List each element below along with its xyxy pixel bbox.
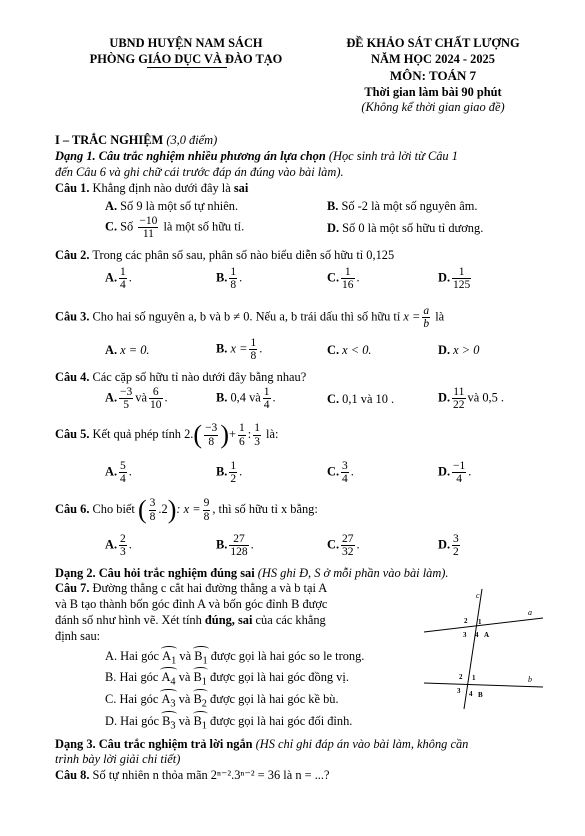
q4-option-a: A. $\frac{-3}{5}$ và $\frac{6}{10}$ . bbox=[105, 386, 168, 412]
geometry-figure bbox=[420, 585, 545, 710]
q7-statement-c: C. Hai góc $A_3$ và $B_2$ được gọi là hai góc kề bù. bbox=[105, 692, 339, 710]
q2-option-d: D. $\frac{1}{125}$ bbox=[438, 266, 471, 292]
q2-text: Trong các phân số sau, phân số nào biểu diễn số hữu tỉ 0,125 bbox=[92, 248, 395, 262]
q1-b-text: Số -2 là một số nguyên âm. bbox=[341, 199, 478, 213]
label-A2: 2 bbox=[464, 617, 468, 625]
angle-A1: $A_1$ bbox=[162, 649, 177, 667]
q1-c-pre: Số bbox=[120, 219, 134, 234]
q8-expression: 2ⁿ⁻².3ⁿ⁻² = 36 bbox=[210, 768, 281, 782]
q3-option-d: D. x > 0 bbox=[438, 343, 480, 357]
label-A1: 1 bbox=[478, 618, 482, 626]
q2-option-b: B. $\frac{1}{8}$ . bbox=[216, 266, 243, 292]
q1-c-fraction bbox=[138, 215, 158, 240]
section-title bbox=[55, 133, 217, 149]
header-org-line1: UBND HUYỆN NAM SÁCH bbox=[109, 36, 263, 50]
q8-label: Câu 8. bbox=[55, 768, 90, 782]
question-6: Câu 6. Cho biết ( $\frac{3}{8}$ .2): x = $\frac{9}{8}$ , thì số hữu tỉ x bằng: bbox=[55, 495, 318, 524]
angle-B2: $B_2$ bbox=[193, 692, 207, 710]
q4-text: Các cặp số hữu tỉ nào dưới đây bằng nhau? bbox=[92, 370, 307, 384]
angle-B3: $B_3$ bbox=[162, 714, 176, 732]
q1-option-b: B. Số -2 là một số nguyên âm. bbox=[327, 199, 478, 213]
q2-option-c: C. $\frac{1}{16}$ . bbox=[327, 266, 360, 292]
label-b: b bbox=[528, 675, 532, 684]
q1-label: Câu 1. bbox=[55, 181, 90, 195]
dang1-heading bbox=[55, 149, 458, 165]
label-A4: 4 bbox=[475, 631, 479, 639]
q6-option-c: C. $\frac{27}{32}$ . bbox=[327, 533, 360, 559]
frac-den: 11 bbox=[142, 228, 154, 241]
duration: Thời gian làm bài 90 phút bbox=[364, 85, 502, 99]
q5-option-b: B. $\frac{1}{2}$ . bbox=[216, 460, 243, 486]
label-A: A bbox=[484, 631, 490, 639]
label-B1: 1 bbox=[472, 674, 476, 682]
label-c: c bbox=[476, 591, 480, 600]
dang2-title: Dạng 2. Câu hỏi trắc nghiệm đúng sai bbox=[55, 566, 255, 580]
question-4 bbox=[55, 370, 306, 386]
subject: MÔN: TOÁN 7 bbox=[389, 68, 477, 83]
q6-option-b: B. $\frac{27}{128}$ . bbox=[216, 533, 254, 559]
label-B: B bbox=[478, 691, 483, 699]
dang1-note-line2: đến Câu 6 và ghi chữ cái trước đáp án đúng vào bài làm). bbox=[55, 165, 344, 179]
question-5: Câu 5. Kết quả phép tính 2.( $\frac{-3}{8}$ )+ $\frac{1}{6}$ : $\frac{1}{3}$ là: bbox=[55, 420, 279, 449]
label-B3: 3 bbox=[457, 687, 461, 695]
dang3-title: Dạng 3. Câu trắc nghiệm trả lời ngắn bbox=[55, 737, 253, 751]
q5-option-a: A. $\frac{5}{4}$ . bbox=[105, 460, 132, 486]
q3-option-c: C. x < 0. bbox=[327, 343, 372, 357]
q4-option-d: D. $\frac{11}{22}$ và 0,5 . bbox=[438, 386, 505, 412]
q1-c-post: là một số hữu tỉ. bbox=[163, 219, 245, 234]
q1-option-c: C. Số $\frac{-10}{11}$ là một số hữu tỉ. bbox=[105, 215, 245, 241]
q4-label: Câu 4. bbox=[55, 370, 90, 384]
angle-B1: $B_1$ bbox=[193, 714, 207, 732]
label-a: a bbox=[528, 608, 532, 617]
label-A3: 3 bbox=[463, 631, 467, 639]
line-b bbox=[424, 683, 543, 687]
question-7-line3: đánh số như hình vẽ. Xét tính đúng, sai của các khẳng bbox=[55, 613, 326, 627]
q2-option-a: A. $\frac{1}{4}$ . bbox=[105, 266, 132, 292]
q2-label: Câu 2. bbox=[55, 248, 90, 262]
dang3-note: (HS chỉ ghi đáp án vào bài làm, không cần bbox=[255, 737, 469, 751]
q1-a-text: Số 9 là một số tự nhiên. bbox=[120, 199, 239, 213]
header-org-line2: PHÒNG GIÁO DỤC VÀ ĐÀO TẠO bbox=[89, 52, 283, 66]
q3-option-b: B. x = $\frac{1}{8}$ . bbox=[216, 337, 263, 363]
question-7-line1: Câu 7. Đường thẳng c cắt hai đường thẳng a và b tại A bbox=[55, 581, 328, 595]
q7-statement-a: A. Hai góc $A_1$ và $B_1$ được gọi là hai góc so le trong. bbox=[105, 649, 365, 667]
line-a bbox=[424, 618, 543, 632]
question-2 bbox=[55, 248, 394, 264]
dang1-note: (Học sinh trả lời từ Câu 1 bbox=[328, 149, 458, 163]
q5-option-d: D. $\frac{-1}{4}$ . bbox=[438, 460, 472, 486]
q6-option-a: A. $\frac{2}{3}$ . bbox=[105, 533, 132, 559]
dang2-heading bbox=[55, 566, 449, 582]
q7-statement-d: D. Hai góc $B_3$ và $B_1$ được gọi là hai góc đối đỉnh. bbox=[105, 714, 353, 732]
q3-label: Câu 3. bbox=[55, 309, 90, 324]
dang3-note-line2: trình bày lời giải chi tiết) bbox=[55, 752, 181, 766]
q5-option-c: C. $\frac{3}{4}$ . bbox=[327, 460, 354, 486]
angle-A3: $A_3$ bbox=[161, 692, 176, 710]
angle-B1: $B_1$ bbox=[193, 670, 207, 688]
header-underline bbox=[147, 67, 227, 68]
q3-text: Cho hai số nguyên a, b và b ≠ 0. Nếu a, b trái dấu thì số hữu tỉ bbox=[92, 309, 401, 324]
question-1 bbox=[55, 181, 248, 197]
q7-statement-b: B. Hai góc $A_4$ và $B_1$ được gọi là hai góc đồng vị. bbox=[105, 670, 349, 688]
section-points: (3,0 điểm) bbox=[166, 133, 218, 147]
dang2-note: (HS ghi Đ, S ở mỗi phần vào bài làm). bbox=[257, 566, 449, 580]
dang1-title: Dạng 1. Câu trắc nghiệm nhiều phương án lựa chọn bbox=[55, 149, 326, 163]
angle-B1: $B_1$ bbox=[194, 649, 208, 667]
q6-option-d: D. $\frac{3}{2}$ bbox=[438, 533, 459, 559]
q1-d-text: Số 0 là một số hữu tỉ dương. bbox=[342, 221, 484, 235]
q5-label: Câu 5. bbox=[55, 426, 90, 441]
q3-option-a: A. x = 0. bbox=[105, 343, 150, 357]
q1-option-a: A. Số 9 là một số tự nhiên. bbox=[105, 199, 239, 213]
question-3: Câu 3. Cho hai số nguyên a, b và b ≠ 0. Nếu a, b trái dấu thì số hữu tỉ x = $\frac{a}{b}$ là bbox=[55, 305, 445, 331]
question-8: Câu 8. Số tự nhiên n thỏa mãn 2ⁿ⁻².3ⁿ⁻² = 36 là n = ...? bbox=[55, 768, 330, 782]
dang3-heading bbox=[55, 737, 468, 753]
q4-option-b: B. 0,4 và $\frac{1}{4}$ . bbox=[216, 386, 276, 412]
exam-title: ĐỀ KHẢO SÁT CHẤT LƯỢNG bbox=[346, 36, 520, 50]
question-7-line4: định sau: bbox=[55, 629, 101, 643]
duration-note: (Không kể thời gian giao đề) bbox=[361, 100, 505, 114]
q1-text: Khẳng định nào dưới đây là bbox=[92, 181, 231, 195]
question-7-line2: và B tạo thành bốn góc đỉnh A và bốn góc đỉnh B được bbox=[55, 597, 328, 611]
q7-label: Câu 7. bbox=[55, 581, 90, 595]
q1-option-d: D. Số 0 là một số hữu tỉ dương. bbox=[327, 221, 484, 235]
label-B2: 2 bbox=[459, 673, 463, 681]
q1-bold: sai bbox=[233, 181, 249, 195]
q6-label: Câu 6. bbox=[55, 501, 90, 516]
section-title-text: I – TRẮC NGHIỆM bbox=[55, 133, 164, 147]
frac-num: −10 bbox=[139, 215, 158, 227]
angle-A4: $A_4$ bbox=[161, 670, 176, 688]
label-B4: 4 bbox=[469, 690, 473, 698]
school-year: NĂM HỌC 2024 - 2025 bbox=[371, 52, 495, 66]
q4-option-c: C. 0,1 và 10 . bbox=[327, 392, 395, 406]
